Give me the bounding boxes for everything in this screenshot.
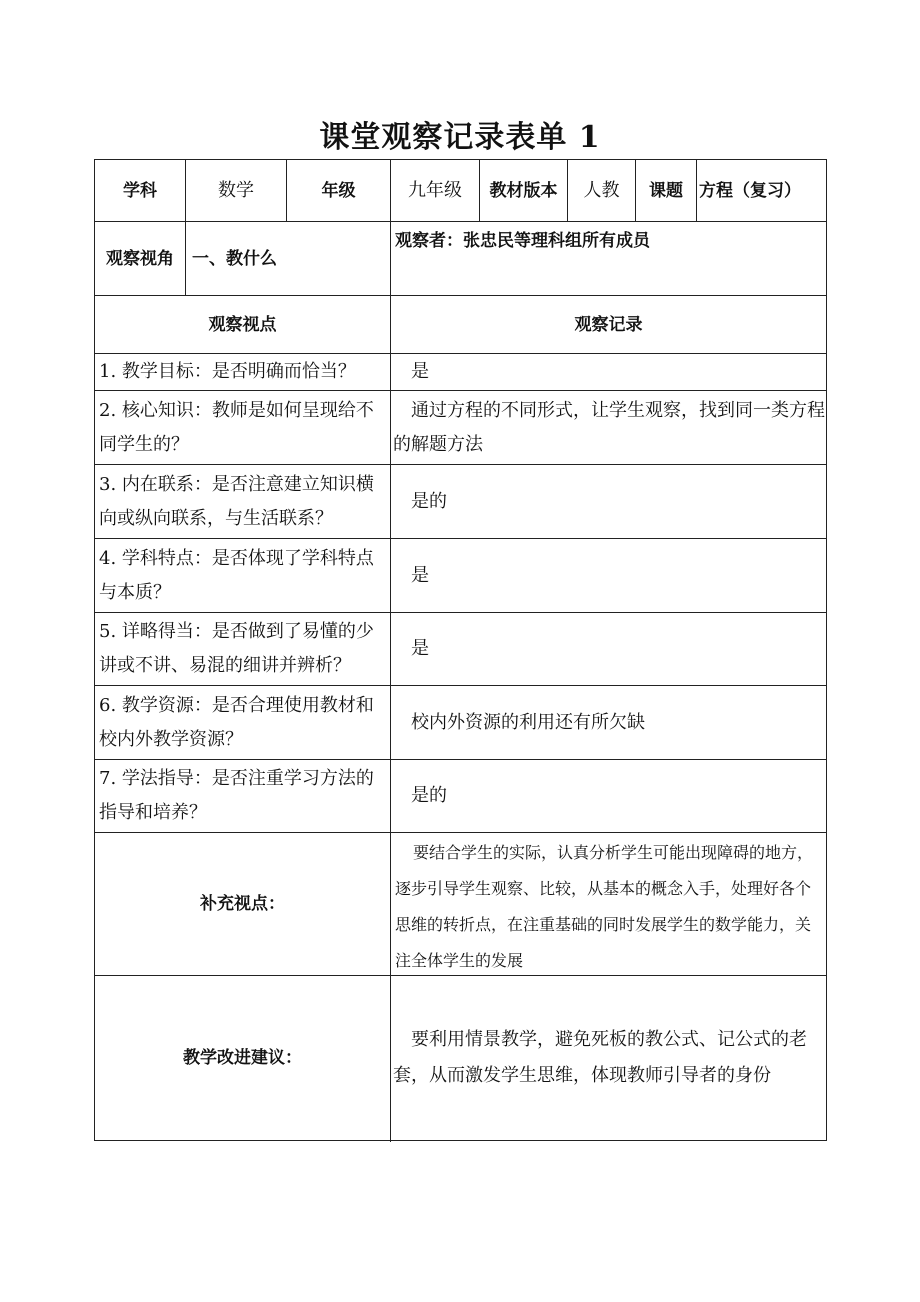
perspective-value: 一、教什么 — [192, 248, 277, 269]
column-header-record: 观察记录 — [574, 314, 643, 335]
answer-6: 校内外资源的利用还有所欠缺 — [411, 711, 645, 733]
edition-label: 教材版本 — [489, 180, 558, 201]
answer-2: 通过方程的不同形式，让学生观察，找到同一类方程的解题方法 — [393, 399, 825, 455]
subject-label: 学科 — [123, 180, 157, 201]
supplement-label: 补充视点： — [200, 894, 285, 914]
page-title: 课堂观察记录表单 1 — [319, 120, 601, 155]
observation-table — [94, 159, 827, 1141]
subject-value: 数学 — [218, 179, 254, 201]
improvement-text: 要利用情景教学，避免死板的教公式、记公式的老套，从而激发学生思维，体现教师引导者的身份 — [393, 1029, 807, 1086]
edition-value: 人教 — [583, 179, 620, 201]
observer-text: 观察者：张忠民等理科组所有成员 — [395, 231, 650, 251]
grade-label: 年级 — [321, 180, 356, 201]
improvement-label: 教学改进建议： — [183, 1048, 302, 1068]
question-1: 1. 教学目标：是否明确而恰当？ — [99, 361, 356, 382]
grade-value: 九年级 — [408, 179, 462, 201]
answer-4: 是 — [411, 564, 429, 586]
topic-label: 课题 — [649, 180, 683, 201]
question-6: 6. 教学资源：是否合理使用教材和校内外教学资源？ — [99, 694, 374, 750]
answer-5: 是 — [411, 638, 429, 659]
answer-7: 是的 — [411, 785, 447, 806]
column-header-viewpoint: 观察视点 — [208, 314, 277, 335]
question-5: 5. 详略得当：是否做到了易懂的少讲或不讲、易混的细讲并辨析？ — [99, 621, 374, 676]
question-4: 4. 学科特点：是否体现了学科特点与本质？ — [99, 547, 374, 603]
topic-value: 方程（复习） — [699, 180, 801, 201]
supplement-text: 要结合学生的实际，认真分析学生可能出现障碍的地方，逐步引导学生观察、比较，从基本的概念入手，处理好各个思维的转折点，在注重基础的同时发展学生的数学能力，关注全体学生的发展 — [395, 843, 814, 970]
question-2: 2. 核心知识：教师是如何呈现给不同学生的？ — [99, 399, 374, 455]
question-3: 3. 内在联系：是否注意建立知识横向或纵向联系，与生活联系？ — [99, 473, 374, 529]
question-7: 7. 学法指导：是否注重学习方法的指导和培养？ — [99, 768, 374, 823]
answer-3: 是的 — [411, 490, 447, 512]
perspective-label: 观察视角 — [106, 248, 174, 269]
answer-1: 是 — [411, 361, 429, 382]
